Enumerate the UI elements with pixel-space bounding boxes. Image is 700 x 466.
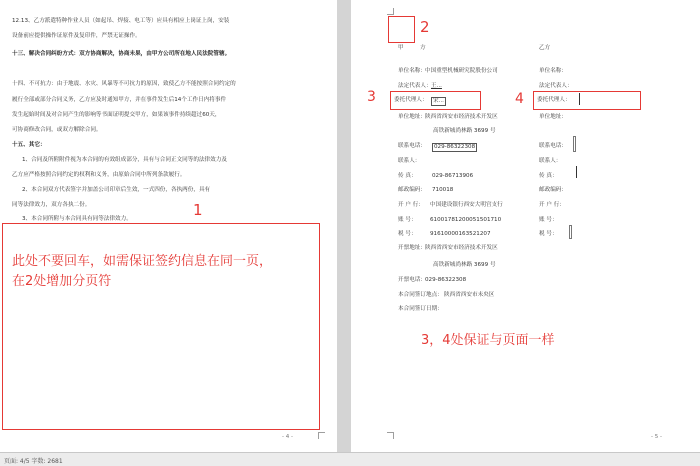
cell-marker-2: [576, 166, 577, 178]
legal-rep-label-b: 法定代表人：: [539, 83, 573, 89]
clause-12-13-line1: 12.13、乙方派遣特种作业人员（如起吊、焊接、电工等）应具有相应上岗证上岗，安装: [12, 18, 230, 24]
party-b-label: 乙方: [539, 45, 551, 51]
account-label-b: 账 号：: [539, 217, 558, 223]
agent-value-a[interactable]: 宋...: [433, 98, 444, 104]
status-bar: [0, 452, 700, 466]
contact-label-b: 联系人：: [539, 158, 562, 164]
agent-label-b: 委托代理人：: [537, 97, 571, 103]
sign-place-value: 陕西省西安市未央区: [444, 292, 495, 298]
annotation-number-2: 2: [420, 18, 430, 36]
status-bar-text: 页面: 4/5 字数: 2681: [4, 458, 63, 465]
annotation-note-left-line1: 此处不要回车，如需保证签约信息在同一页，: [12, 254, 273, 269]
postcode-label-b: 邮政编码：: [539, 187, 567, 193]
unit-name-label-b: 单位名称：: [539, 68, 567, 74]
clause-14-line3: 发生起始时间及对合同产生的影响等书面证明提交甲方，如果该事件持续超过60天，: [12, 112, 221, 118]
sign-place-label: 本合同签订地点：: [398, 292, 443, 298]
invoice-phone-value: 029-86322308: [425, 277, 467, 283]
postcode-value-a: 710018: [432, 187, 454, 193]
cell-marker-1: [573, 136, 576, 152]
clause-14-line2: 履行全部或部分合同义务，乙方应及时通知甲方，并在事件发生后14个工作日内将事件: [12, 97, 227, 103]
invoice-address-cont: 高铁新城尚林路 3699 号: [433, 262, 496, 268]
annotation-box-2: [388, 16, 415, 43]
annotation-note-left-line2: 在2处增加分页符: [12, 274, 112, 289]
page-number-left: - 4 -: [282, 434, 293, 440]
unit-name-value-a: 中国重型机械研究院股份公司: [425, 68, 498, 74]
party-a-label: 甲: [398, 45, 404, 51]
clause-15-item2-line1: 2、本合同双方代表签字并加盖公司印章后生效，一式四份，各执两份，具有: [22, 187, 211, 193]
party-a-suffix: 方: [420, 45, 426, 51]
annotation-number-4: 4: [515, 91, 524, 107]
phone-value-a[interactable]: 029-86322308: [434, 144, 476, 150]
address-label-b: 单位地址：: [539, 114, 567, 120]
document-page-right[interactable]: [351, 0, 700, 452]
crop-mark-top-left: [387, 8, 394, 15]
phone-label-a: 联系电话：: [398, 143, 426, 149]
annotation-number-1: 1: [193, 201, 203, 219]
phone-label-b: 联系电话：: [539, 143, 567, 149]
postcode-label-a: 邮政编码：: [398, 187, 426, 193]
bank-label-a: 开 户 行：: [398, 202, 424, 208]
document-page-left[interactable]: [0, 0, 337, 452]
clause-15-item1-line1: 1、合同及所附附件视为本合同的有效组成部分，具有与合同正文同等的法律效力及: [22, 157, 227, 163]
address-cont-a: 高铁新城尚林路 3699 号: [433, 128, 496, 134]
clause-14-line1: 十四、不可抗力：由于地震、水灾、风暴等不可抗力的原因，致使乙方不能按照合同约定的: [12, 81, 236, 87]
account-label-a: 账 号：: [398, 217, 417, 223]
fax-value-a: 029-86713906: [432, 173, 474, 179]
tax-value-a: 91610000163521207: [430, 231, 491, 237]
crop-mark-bottom-left: [387, 432, 394, 439]
address-label-a: 单位地址：: [398, 114, 426, 120]
legal-rep-label-a: 法定代表人：: [398, 83, 432, 89]
crop-mark-bottom-right: [318, 432, 325, 439]
fax-label-b: 传 真：: [539, 173, 558, 179]
sign-date-label: 本合同签订日期：: [398, 306, 443, 312]
account-value-a: 61001781200051501710: [430, 217, 502, 223]
cell-marker-3: [569, 225, 572, 239]
clause-14-line4: 可协商修改合同，或双方解除合同。: [12, 127, 102, 133]
page-number-right: - 5 -: [651, 434, 662, 440]
invoice-address-value: 陕西省西安市经济技术开发区: [425, 245, 498, 251]
clause-12-13-line2: 设备前应提供操作证原件及复印件，严禁无证操作。: [12, 33, 141, 39]
tax-label-b: 税 号：: [539, 231, 558, 237]
clause-15-title: 十五、其它：: [12, 142, 46, 148]
agent-label-a: 委托代理人：: [394, 97, 428, 103]
clause-15-item1-line2: 乙方应严格按照合同约定的权利和义务，由原始合同中所列条款履行。: [12, 172, 186, 178]
bank-value-a: 中国建设银行西安大明宫支行: [430, 202, 503, 208]
address-value-a: 陕西省西安市经济技术开发区: [425, 114, 498, 120]
invoice-address-label: 开票地址：: [398, 245, 426, 251]
fax-label-a: 传 真：: [398, 173, 417, 179]
annotation-number-3: 3: [367, 89, 376, 105]
clause-15-item2-line2: 同等法律效力，双方各执二份。: [12, 202, 91, 208]
text-cursor-ibeam: [579, 93, 580, 105]
clause-13-dispute: 十三、解决合同纠纷方式：双方协商解决，协商未果，由甲方公司所在地人民法院管辖。: [12, 51, 231, 57]
contact-label-a: 联系人：: [398, 158, 421, 164]
legal-rep-value-a: 王...: [431, 83, 442, 89]
unit-name-label-a: 单位名称：: [398, 68, 426, 74]
annotation-note-right: 3，4处保证与页面一样: [421, 333, 555, 348]
bank-label-b: 开 户 行：: [539, 202, 565, 208]
tax-label-a: 税 号：: [398, 231, 417, 237]
clause-15-item3: 3、本合同所附与本合同具有同等法律效力。: [22, 216, 132, 222]
invoice-phone-label: 开票电话：: [398, 277, 426, 283]
